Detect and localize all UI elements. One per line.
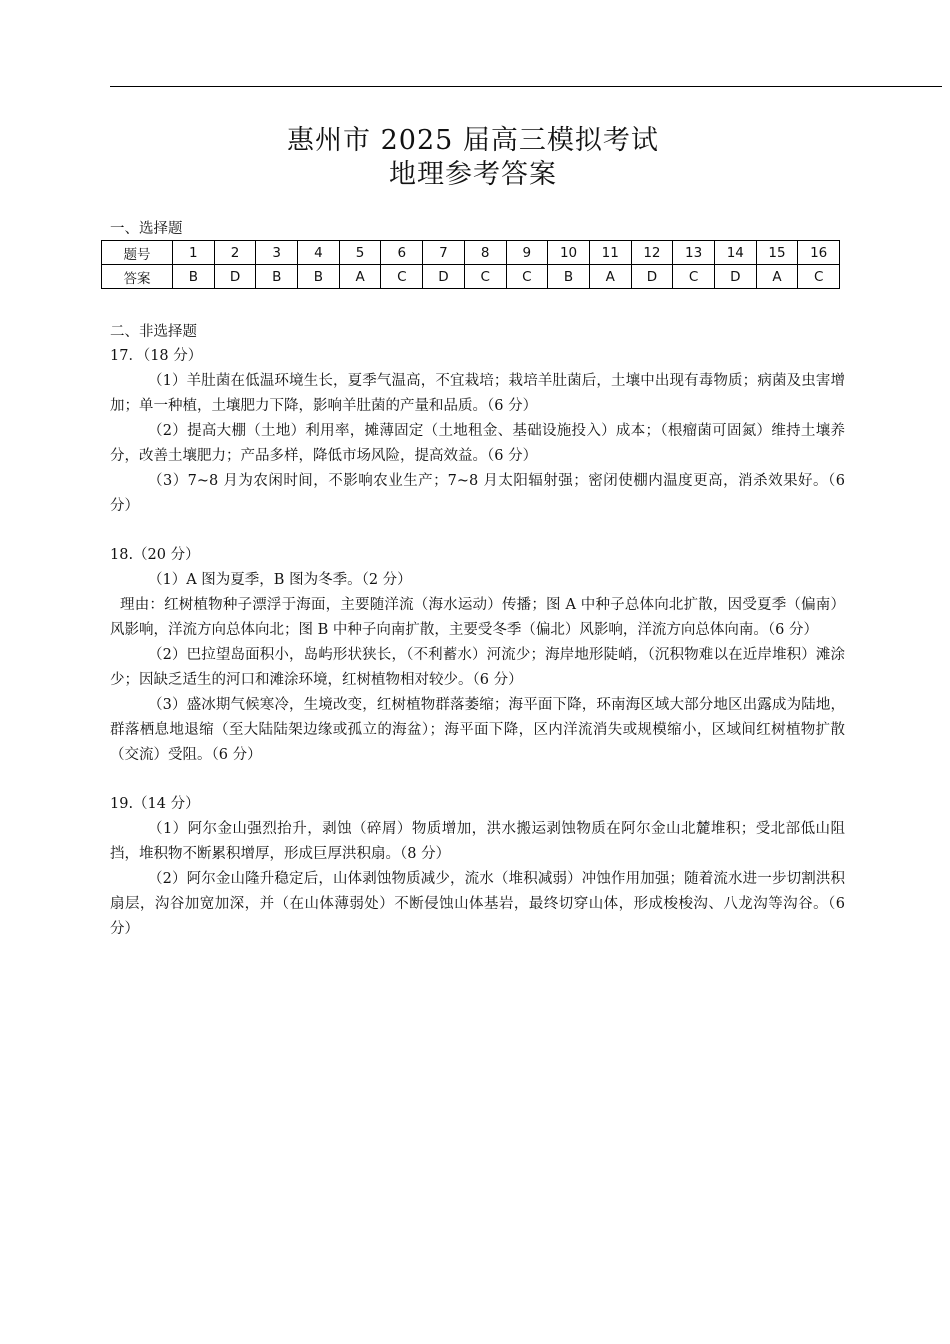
answer-cell: C xyxy=(506,265,548,289)
question-19-part-2: （2）阿尔金山隆升稳定后，山体剥蚀物质减少，流水（堆积减弱）冲蚀作用加强；随着流水进一步切割洪积扇层，沟谷加宽加深，并（在山体薄弱处）不断侵蚀山体基岩，最终切穿山体，形成梭梭沟、八龙沟等沟谷。（6 分） xyxy=(110,871,845,937)
page-title: 惠州市 2025 届高三模拟考试 xyxy=(287,125,659,156)
question-number-cell: 11 xyxy=(589,241,631,265)
answer-cell: B xyxy=(298,265,340,289)
question-number-cell: 14 xyxy=(714,241,756,265)
question-row-label: 题号 xyxy=(102,241,173,265)
question-18-part-1: （1）A 图为夏季，B 图为冬季。（2 分） xyxy=(148,572,412,588)
question-number-cell: 16 xyxy=(798,241,840,265)
question-number-cell: 5 xyxy=(339,241,381,265)
question-18-part-2: （2）巴拉望岛面积小，岛屿形状狭长，（不利蓄水）河流少；海岸地形陡峭，（沉积物难以在近岸堆积）滩涂少；因缺乏适生的河口和滩涂环境，红树植物相对较少。（6 分） xyxy=(110,647,845,688)
answer-cell: D xyxy=(714,265,756,289)
question-17-part-2: （2）提高大棚（土地）利用率，摊薄固定（土地租金、基础设施投入）成本；（根瘤菌可固氮）维持土壤养分，改善土壤肥力；产品多样，降低市场风险，提高效益。（6 分） xyxy=(110,423,845,464)
question-number-cell: 2 xyxy=(214,241,256,265)
answer-cell: A xyxy=(339,265,381,289)
question-number-cell: 12 xyxy=(631,241,673,265)
section-heading-nonchoice: 二、非选择题 xyxy=(110,324,197,340)
answer-cell: A xyxy=(756,265,798,289)
question-18-part-3: （3）盛冰期气候寒冷，生境改变，红树植物群落萎缩；海平面下降，环南海区域大部分地区出露成为陆地，群落栖息地退缩（至大陆陆架边缘或孤立的海盆）；海平面下降，区内洋流消失或规模缩小，区域间红树植物扩散（交流）受阻。（6 分） xyxy=(110,697,845,763)
spacer xyxy=(110,519,845,543)
question-18-reason: 理由：红树植物种子漂浮于海面，主要随洋流（海水运动）传播；图 A 中种子总体向北扩散，因受夏季（偏南）风影响，洋流方向总体向北；图 B 中种子向南扩散，主要受冬季（偏北）风影响，洋流方向总体向南。（6 分） xyxy=(110,597,845,638)
answer-cell: D xyxy=(631,265,673,289)
answer-cell: B xyxy=(548,265,590,289)
question-17-part-3: （3）7~8 月为农闲时间，不影响农业生产；7~8 月太阳辐射强；密闭使棚内温度更高，消杀效果好。（6 分） xyxy=(110,473,845,514)
answer-cell: B xyxy=(173,265,215,289)
question-17-part-1: （1）羊肚菌在低温环境生长，夏季气温高，不宜栽培；栽培羊肚菌后，土壤中出现有毒物质；病菌及虫害增加；单一种植，土壤肥力下降，影响羊肚菌的产量和品质。（6 分） xyxy=(110,373,845,414)
question-number-cell: 4 xyxy=(298,241,340,265)
spacer xyxy=(110,768,845,792)
answer-cell: C xyxy=(381,265,423,289)
answer-cell: D xyxy=(214,265,256,289)
question-number-cell: 7 xyxy=(423,241,465,265)
answer-cell: C xyxy=(464,265,506,289)
answer-table xyxy=(101,240,840,289)
answer-cell: C xyxy=(798,265,840,289)
answer-cell: A xyxy=(589,265,631,289)
question-number-cell: 6 xyxy=(381,241,423,265)
question-number-cell: 13 xyxy=(673,241,715,265)
top-rule xyxy=(110,86,942,87)
section-heading-choice: 一、选择题 xyxy=(110,221,183,237)
page-subtitle: 地理参考答案 xyxy=(389,159,557,190)
question-number-row xyxy=(102,241,840,265)
question-18-header: 18.（20 分） xyxy=(110,547,200,563)
answer-content xyxy=(110,344,845,942)
answer-row-label: 答案 xyxy=(102,265,173,289)
answer-cell: D xyxy=(423,265,465,289)
answer-cell: C xyxy=(673,265,715,289)
answer-cell: B xyxy=(256,265,298,289)
question-number-cell: 8 xyxy=(464,241,506,265)
question-19-header: 19.（14 分） xyxy=(110,796,200,812)
question-19-part-1: （1）阿尔金山强烈抬升，剥蚀（碎屑）物质增加，洪水搬运剥蚀物质在阿尔金山北麓堆积；受北部低山阻挡，堆积物不断累积增厚，形成巨厚洪积扇。（8 分） xyxy=(110,821,845,862)
question-number-cell: 10 xyxy=(548,241,590,265)
question-17-header: 17．（18 分） xyxy=(110,348,203,364)
question-number-cell: 1 xyxy=(173,241,215,265)
question-number-cell: 15 xyxy=(756,241,798,265)
question-number-cell: 9 xyxy=(506,241,548,265)
question-number-cell: 3 xyxy=(256,241,298,265)
answer-row xyxy=(102,265,840,289)
